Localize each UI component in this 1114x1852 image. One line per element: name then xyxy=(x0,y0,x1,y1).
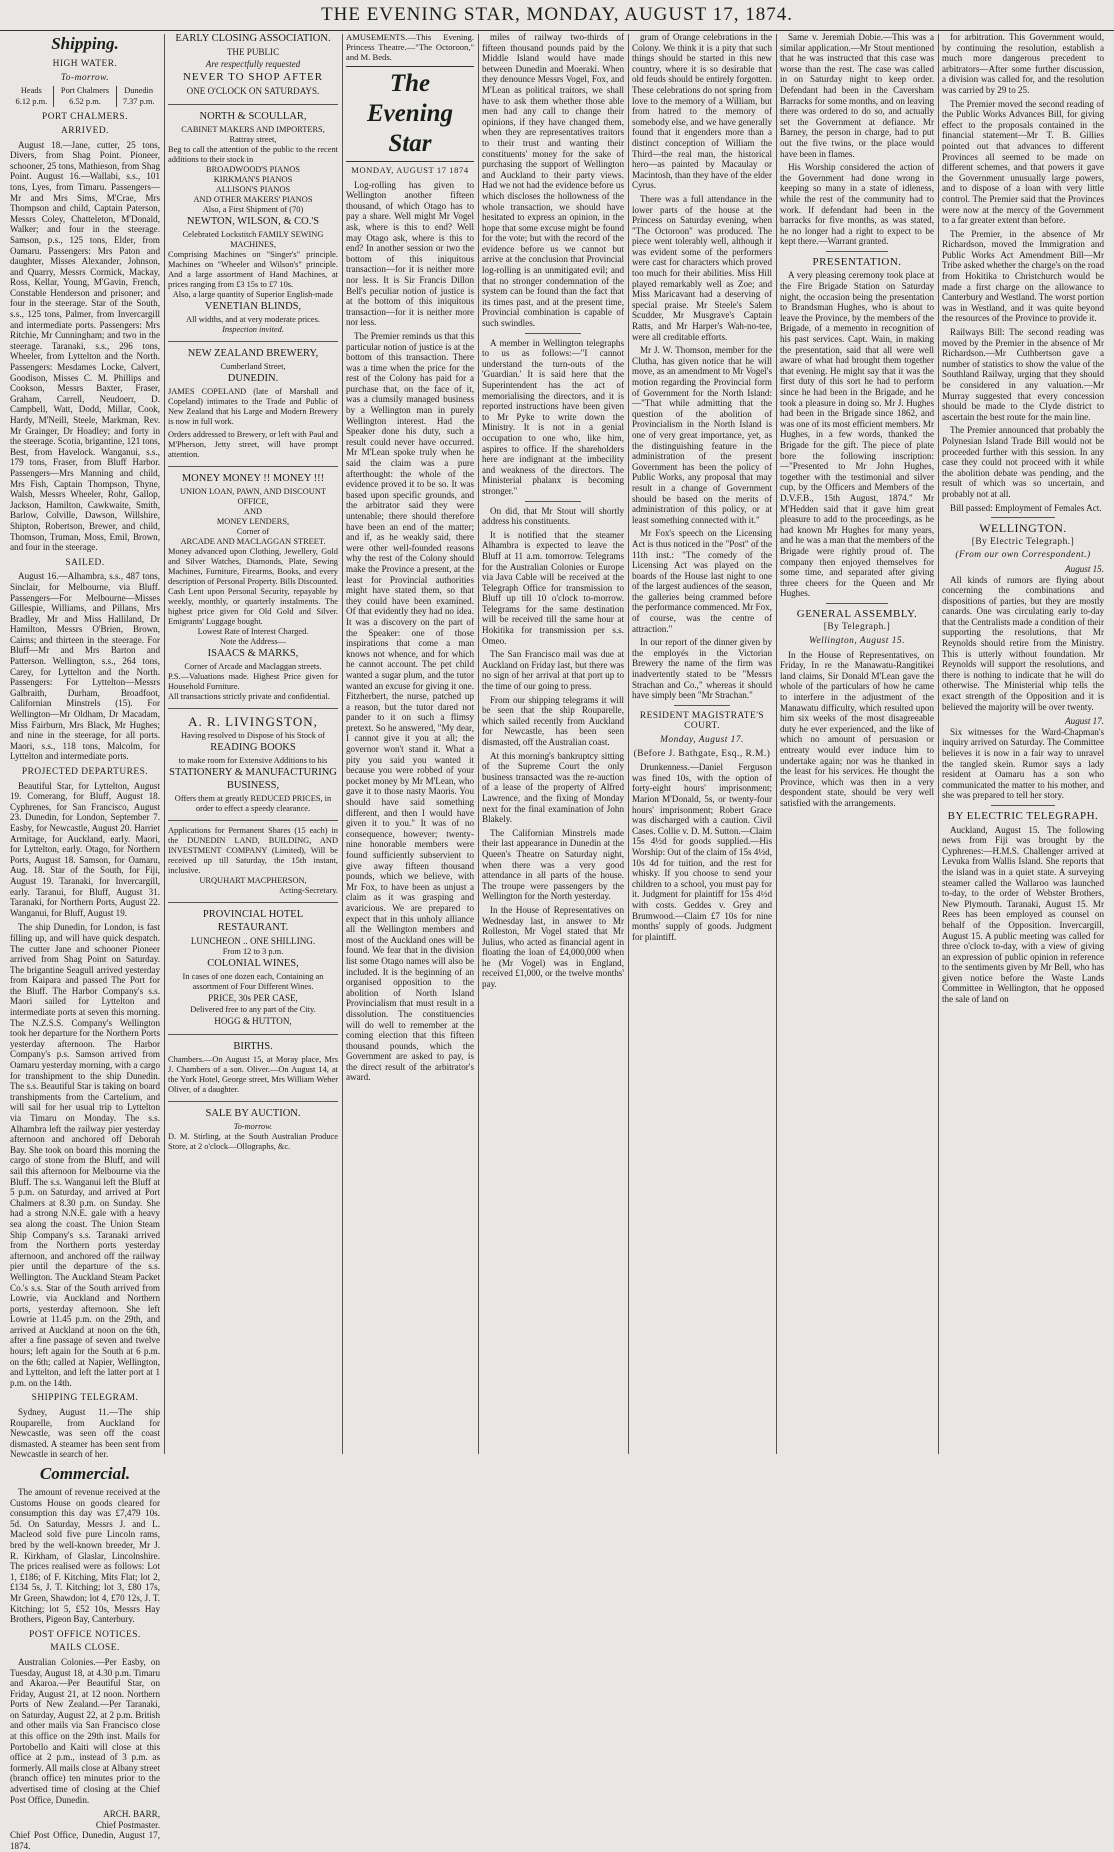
births-text: Chambers.—On August 15, at Moray place, Mrs J. Chambers of a son. Oliver.—On August 14, at the York Hotel, George street, Mrs William Weber Oliver, of a daughter. xyxy=(168,1054,338,1094)
ad-body: Applications for Permanent Shares (15 each) in the DUNEDIN LAND, BUILDING, AND INVESTMENT COMPANY (Limited), Will be received up till Saturday, the 15th instant, inclusive. xyxy=(168,825,338,875)
tide-place: Dunedin xyxy=(124,86,154,96)
ad-item: BROADWOOD'S PIANOS xyxy=(206,164,300,174)
column-editorial xyxy=(342,32,478,1457)
auction-title: SALE BY AUCTION. xyxy=(205,1107,301,1119)
ad-item: ALLISON'S PIANOS xyxy=(215,184,291,194)
news-paragraph: The San Francisco mail was due at Auckland on Friday last, but there was no sign of her arrival at that port up to the time of our going to press. xyxy=(482,649,624,692)
ad-body: Comprising Machines on "Singer's" principle. Machines on "Wheeler and Wilson's" principle. And a large assortment of Hand Machines, at prices ranging from £3 15s to £7 10s. xyxy=(168,249,338,289)
column-advertisements xyxy=(164,32,342,1457)
wellington-text: Six witnesses for the Ward-Chapman's inquiry arrived on Saturday. The Committee believes it is now in a fair way to unravel the tangled skein. Rumor says a lady resident at Oamaru has a son who communicated the matter to his mother, and she was prepared to tell her story. xyxy=(942,726,1104,801)
assembly-dateline: Wellington, August 15. xyxy=(809,636,905,647)
assembly-paragraph: Bill passed: Employment of Females Act. xyxy=(950,502,1102,513)
ad-body: Money advanced upon Clothing, Jewellery, Gold and Silver Watches, Diamonds, Plate, Sewing Machines, Furniture, Firearms, Books, and every description of Personal Property. Bills Discounted. Cash Lent upon Personal Security, repayable by weekly, monthly, or quarterly instalments. The highest price given for Old Gold and Silver. Emigrants' Luggage bought. xyxy=(168,546,338,626)
mails-close-label: MAILS CLOSE. xyxy=(50,1643,120,1654)
ad-subtitle: MONEY LENDERS, xyxy=(216,516,290,526)
ad-subtitle: Cumberland Street, xyxy=(220,361,286,371)
births-notice xyxy=(168,1034,338,1101)
tide-time: 6.12 p.m. xyxy=(10,97,53,108)
ad-heading: COLONIAL WINES, xyxy=(207,958,299,970)
ad-heading: DUNEDIN. xyxy=(227,372,279,384)
ad-body: Inspection invited. xyxy=(222,324,284,334)
news-paragraph: At this morning's bankruptcy sitting of the Supreme Court the only business transacted was the re-auction of a lease of the property of Alfred Lawrence, and the fixing of Monday next for the final examination of John Blakely. xyxy=(482,750,624,825)
news-paragraph: In the House of Representatives on Wednesday last, in answer to Mr Rolleston, Mr Vogel stated that Mr Julius, who acted as financial agent in floating the loan of £4,000,000 when he (Mr Vogel) was in England, received £1,000, or the twelve months' pay. xyxy=(482,904,624,990)
news-paragraph: There was a full attendance in the lower parts of the house at the Princess on Saturday evening, when "The Octoroon" was produced. The piece went tolerably well, although it was evident some of the performers were cast for characters which proved too much for their abilities. Miss Hill played remarkably well as Zoe; and Miss Maricavant had a deserving of special praise. Mr Steele's Salem Scudder, Mr Musgrave's Captain Ratts, and Mr Harper's Wah-no-tee, were all creditable efforts. xyxy=(632,193,772,342)
divider xyxy=(525,501,582,502)
assembly-paragraph: The Premier moved the second reading of the Public Works Advances Bill, for giving effect to the proposals contained in the financial statement—Mr T. B. Gillies pointed out that advances to different Provinces all seemed to be made on different schemes, and that powers it gave the Government unusually large powers, and to dispose of a loan with very little control. The Premier said that the Provinces were now at the mercy of the Government to a far greater extent than before. xyxy=(942,98,1104,226)
amusements-notice xyxy=(346,32,474,62)
assembly-paragraph: The Premier, in the absence of Mr Richardson, moved the Immigration and Public Works Act Amendment Bill—Mr Tribe asked whether the charge's on the road from Hokitika to Christchurch would be made a first charge on the allowance to Canterbury and Westland. The worst portion was in Westland, and it was quite beyond the resources of the Province to provide it. xyxy=(942,228,1104,324)
tide-place: Heads xyxy=(10,86,53,97)
ad-item: KIRKMAN'S PIANOS xyxy=(213,174,293,184)
paper-dateline: MONDAY, AUGUST 17 1874 xyxy=(351,165,469,175)
ad-body: In cases of one dozen each, Containing an assortment of Four Different Wines. xyxy=(182,972,324,992)
ad-heading: STATIONERY & MANUFACTURING BUSINESS, xyxy=(169,766,337,791)
ad-livingston-title: A. R. LIVINGSTON, xyxy=(188,713,318,729)
divider xyxy=(991,517,1056,518)
column-court-presentation xyxy=(776,32,938,1457)
ad-line: Are respectfully requested xyxy=(205,58,301,69)
wellington-heading: WELLINGTON. xyxy=(979,521,1067,536)
divider xyxy=(525,333,582,334)
ad-body: P.S.—Valuations made. Highest Price given for Household Furniture. xyxy=(168,671,338,691)
ad-body: Delivered free to any part of the City. xyxy=(190,1004,316,1014)
column-news xyxy=(478,32,628,1457)
news-paragraph: The Californian Minstrels made their last appearance in Dunedin at the Queen's Theatre on Saturday night, when there was a very good attendance in all parts of the house. The troupe were passengers by the Wellington for the North yesterday. xyxy=(482,827,624,902)
ad-body: Orders addressed to Brewery, or left with Paul and M'Pherson, Jetty street, will have prompt attention. xyxy=(168,429,338,459)
ad-body: Lowest Rate of Interest Charged. xyxy=(197,626,309,636)
shipping-telegram-text: Sydney, August 11.—The ship Rouparelle, from Auckland for Newcastle, was seen off the coast dismasted. A steamer has been sent from Newcastle in search of her. xyxy=(10,1407,160,1460)
ad-money-title: MONEY MONEY !! MONEY !!! xyxy=(181,472,325,484)
assembly-subheading: [By Telegraph.] xyxy=(823,622,891,633)
wellington-date: August 17. xyxy=(1065,716,1104,727)
wellington-note: (From our own Correspondent.) xyxy=(955,550,1091,561)
ad-body: Corner of Arcade and Maclaggan streets. xyxy=(184,661,322,671)
wellington-text: All kinds of rumors are flying about concerning the combinations and dispositions of parties, but they are mostly canards. One was circulating early to-day that the Centralists made a condition of their supporting the resolutions, that Mr Reynolds should retire from the Ministry. This is utterly without foundation. Mr Reynolds will support the resolutions, and there is nothing to indicate that he will do otherwise. The Ministerial whip tells the exact strength of the Opposition and it is believed the majority will be over twenty. xyxy=(942,574,1104,712)
paper-title: The Evening Star xyxy=(346,66,474,162)
ad-hotel xyxy=(168,902,338,1034)
ad-body: Having resolved to Dispose of his Stock of xyxy=(181,730,325,740)
ad-line: THE PUBLIC xyxy=(226,47,280,57)
tide-place: Port Chalmers xyxy=(53,86,117,97)
ad-signature: URQUHART MACPHERSON, xyxy=(199,875,307,885)
divider xyxy=(674,705,730,706)
post-office-heading: POST OFFICE NOTICES. xyxy=(29,1629,141,1640)
ad-subtitle: CABINET MAKERS AND IMPORTERS, Rattray street, xyxy=(181,124,325,144)
news-paragraph: On did, that Mr Stout will shortly address his constituents. xyxy=(482,505,624,527)
resident-court-heading: RESIDENT MAGISTRATE'S COURT. xyxy=(639,710,765,732)
arrived-label: ARRIVED. xyxy=(60,125,109,136)
ad-body: JAMES COPELAND (late of Marshall and Copeland) intimates to the Trade and Public of New Zealand that his Large and Modern Brewery is now in full work. xyxy=(168,386,338,426)
high-water-heading: HIGH WATER. xyxy=(52,59,118,69)
resident-court-date: Monday, August 17. xyxy=(660,735,744,745)
presentation-heading: PRESENTATION. xyxy=(812,255,902,268)
resident-court-text: Drunkenness.—Daniel Ferguson was fined 10s, with the option of forty-eight hours' imprisonment; Marion M'Donald, 5s, or twenty-four hours' imprisonment; Robert Grace was discharged with a caution. Civil Cases. Collie v. D. M. Sutton.—Claim 15s 4½d for goods supplied.—His Worship: Out of the claim of 15s 4½d, 10s 4d for tuition, and the rest for whisky. If you choose to send your children to a school, you must pay for it. Judgment for plaintiff for 15s 4½d with costs. Geddes v. Grey and Brumwood.—Claim £7 10s for nine months' supply of goods. Judgment for plaintiff. xyxy=(632,762,772,942)
projected-label: PROJECTED DEPARTURES. xyxy=(21,767,149,777)
assembly-paragraph: Railways Bill: The second reading was moved by the Premier in the absence of Mr Richardson.—Mr Cuthbertson gave a number of statistics to show the value of the Southland Railway, urging that they should be considered in any valuation.—Mr Murray suggested that every concession should be made to the Clyde district to ascertain the best route for the main line. xyxy=(942,327,1104,422)
ad-signature: HOGG & HUTTON, xyxy=(214,1015,292,1026)
ad-line: ONE O'CLOCK ON SATURDAYS. xyxy=(186,86,320,97)
ad-subtitle: UNION LOAN, PAWN, AND DISCOUNT OFFICE, xyxy=(179,486,327,506)
high-water-subheading: To-morrow. xyxy=(60,72,110,83)
news-paragraph: It is notified that the steamer Alhambra is expected to leave the Bluff at 11 a.m. tomorrow. Telegrams for the Australian Colonies or Europe via Java Cable will be received at the Telegraph Office for transmission to Bluff up till 10 o'clock to-morrow. Telegrams for the same destination will be received till the same hour at Hokitika for transmission per s.s. Omeo. xyxy=(482,529,624,646)
assembly-heading: GENERAL ASSEMBLY. xyxy=(796,607,918,620)
sailed-text: August 16.—Alhambra, s.s., 487 tons, Sinclair, for Melbourne, via Bluff. Passengers—For Melbourne—Misses Gillespie, Williams, and Pillans, Mrs Bradley, Mr and Miss Halliland, Dr Hamilton, Messrs O'Brien, Brown, Cairns; and thirteen in the steerage. For Bluff—Mr and Mrs Barton and Patterson. Wellington, s.s., 264 tons, Carey, for Lyttelton and the North. Passengers: For Lyttelton—Messrs Galbraith, Durham, Broadfoot, Californian Minstrels (15). For Wellington—Mr Oldham, Dr Macadam, Miss Fairburn, Mrs Black, Mr Hughes; and nine in the steerage, for all ports. Maori, s.s., 118 tons, Malcolm, for Lyttelton and intermediate ports. xyxy=(10,571,160,762)
editorial-paragraph: Log-rolling has given to Wellington another fifteen thousand, of which Otago has to pay a share. Well might Mr Vogel ask, where is this to end? Well may Otago ask, where is this to end? In another session or two the bottom of this iniquitous transaction—for it is neither more nor less. It is Sir Francis Dillon Bell's peculiar notion of justice is at the bottom of this iniquitous transaction—for it is neither more nor less. xyxy=(346,179,474,328)
ad-heading: VENETIAN BLINDS, xyxy=(204,300,302,312)
news-paragraph: From our shipping telegrams it will be seen that the ship Rouparelle, which sailed recently from Auckland for Newcastle, has been seen dismasted, off the Australian coast. xyxy=(482,694,624,747)
ad-body: All transactions strictly private and confidential. xyxy=(168,691,330,701)
ad-body: PRICE, 30s PER CASE, xyxy=(208,993,298,1004)
wellington-subheading: [By Electric Telegraph.] xyxy=(971,536,1075,547)
ad-body: Offers them at greatly REDUCED PRICES, in order to effect a speedy clearance. xyxy=(174,793,332,813)
resident-court-bench: (Before J. Bathgate, Esq., R.M.) xyxy=(633,748,771,759)
ad-signature-role: Acting-Secretary. xyxy=(279,885,338,895)
assembly-paragraph: for arbitration. This Government would, by continuing the resolution, establish a much more dangerous precedent to arbitrators—After some further discussion, a division was called for, and the resolution was carried by 29 to 25. xyxy=(942,32,1104,95)
post-office-date: Chief Post Office, Dunedin, August 17, 1874. xyxy=(10,1830,160,1851)
auction-sub: To-morrow. xyxy=(233,1121,273,1131)
column-shipping xyxy=(6,32,164,1851)
ad-body: LUNCHEON .. ONE SHILLING. xyxy=(190,935,316,946)
news-paragraph: gram of Orange celebrations in the Colony. We think it is a pity that such things should be started in this new country, where it is so desirable that old feuds should be entirely forgotten. These celebrations do not spring from love to the memory of a William, but from hatred to the memory of somebody else, and we have generally found that it engenders more than a distinct conception of William the Third—the real man, the historical hero—as painted by Macaulay or Macintosh, than they have of the elder Cyrus. xyxy=(632,32,772,191)
ad-body: Note the Address— xyxy=(219,636,287,646)
ad-heading: ISAACS & MARKS, xyxy=(207,647,299,659)
ad-subtitle: Corner of xyxy=(236,526,270,536)
port-heading: PORT CHALMERS. xyxy=(42,112,128,123)
ad-subtitle: ARCADE AND MACLAGGAN STREET. xyxy=(180,536,326,546)
projected-text: Beautiful Star, for Lyttelton, August 19. Comerang, for Bluff, August 18. Cyphrenes, for San Francisco, August 23. Dunedin, for London, September 7. Easby, for Newcastle, August 20. Harriet Armitage, for Auckland, early. Maori, for Lyttelton, early. Otago, for Northern Ports, August 18. Samson, for Oamaru, Aug. 18. Star of the South, for Fiji, August 19. Taranaki, for Invercargill, early. Taranui, for Bluff, August 31. Taranaki, for Northern Ports, August 22. Wanganui, for Bluff, August 19. xyxy=(10,780,160,918)
ad-early-closing-title: EARLY CLOSING ASSOCIATION. xyxy=(175,33,331,44)
postmaster-name: ARCH. BARR, xyxy=(103,1809,160,1820)
ad-investment xyxy=(168,820,338,902)
tide-time: 7.37 p.m. xyxy=(122,96,155,106)
ad-hotel-title: PROVINCIAL HOTEL RESTAURANT. xyxy=(202,908,304,933)
ad-body: to make room for Extensive Additions to his xyxy=(178,755,328,765)
news-paragraph: Mr Fox's speech on the Licensing Act is thus noticed in the "Post" of the 11th inst.: "The comedy of the Licensing Act was played on the boards of the House last night to one of the largest audiences of the season, the galleries being crammed before the performance commenced. Mr Fox, of course, was the centre of attraction." xyxy=(632,528,772,634)
wellington-date: August 15. xyxy=(1065,563,1104,574)
assembly-text: In the House of Representatives, on Friday, In re the Manawatu-Rangitikei land claims, Sir Donald M'Lean gave the whole of the particulars of how he came to interfere in the adjustment of the Manawatu difficulty, which resulted upon him six weeks of the most disagreeable duty he ever experienced, and the like of which no amount of persuasion or entreaty would ever induce him to undertake again; nor was he thanked in the least for his services. He thought the Province, which was then in a very despondent state, should be very well satisfied with the arrangements. xyxy=(780,649,934,808)
ad-north-scoullar-title: NORTH & SCOULLAR, xyxy=(199,110,307,122)
ad-subtitle: AND xyxy=(243,506,263,516)
ad-early-closing xyxy=(168,32,338,104)
news-paragraph: Mr J. W. Thomson, member for the Clutha, has given notice that he will move, as an amendment to Mr Vogel's motion regarding the Provincial form of Government for the North Island:—"That while admitting that the question of the abolition of Provincialism in the North Island is one of very great importance, yet, as the distinguishing feature in the administration of the present Government has been the policy of Public Works, any proposal that may result in a change of Government should be based on the merits of administration of this policy, or at least something connected with it." xyxy=(632,345,772,525)
ad-heading: NEWTON, WILSON, & CO.'S xyxy=(186,215,320,227)
ad-brewery-title: NEW ZEALAND BREWERY, xyxy=(187,347,319,359)
ad-subtitle: Celebrated Lockstitch FAMILY SEWING MACHINES, xyxy=(182,229,324,249)
tide-time: 6.52 p.m. xyxy=(53,97,117,108)
column-news-continued xyxy=(628,32,776,1457)
arrived-text: August 18.—Jane, cutter, 25 tons, Divers, from Shag Point. Pioneer, schooner, 25 tons, Mathieson, from Shag Point. August 16.—Wallabi, s.s., 101 tons, Lyes, from Timaru. Passengers—Mr and Mrs Sims, M'Crae, Mrs Thompson and child, Captain Paterson, Messrs Coley, Chatteleton, M'Donald, Walker; and four in the steerage. Samson, p.s., 125 tons, Elder, from Oamaru. Passengers: Mrs Paton and daughter, Misses Alexander, Johnson, and Quarry, Messrs Cormick, Mackay, Ross, Kellar, Young, M'Gavin, French, Constable Henderson and prisoner; and four in the steerage. Star of the South, s.s., 125 tons, Palmer, from Invercargill and intermediate ports. Passengers: Mrs Ritchie, Mr Cunningham; and two in the steerage. Taranaki, s.s., 296 tons, Wheeler, from Lyttelton and the North. Passengers: Mesdames Locke, Calvert, Goodison, Misses C. M. Phillips and Cookson, Messrs Baxter, Fraser, Graham, Carrell, Neudoerr, D. Campbell, Watt, Dodd, Millar, Cook, Hardy, M'Neill, Steele, Markman, Rev. Mr Grainger, Dr Hoadley; and forty in the steerage. Scotia, brigantine, 121 tons, Best, from Havelock. Wanganui, s.s., 179 tons, Fraser, from Bluff Harbor. Passengers—Mrs Manning and child, Mrs Fish, Captain Thompson, Thyne, Walsh, Messrs Wheeler, Rohr, Gallop, Jackson, Hamilton, Cawkwaite, Smith, Barlow, Colville, Dawson, Willshire, Shipton, Robertson, Brewer, and child, Thomson, Truman, Moss, Emil, Brown, and four in the steerage. xyxy=(10,139,160,553)
telegraph-heading: BY ELECTRIC TELEGRAPH. xyxy=(947,809,1099,822)
ad-body: Also, a First Shipment of (70) xyxy=(202,204,304,214)
divider xyxy=(826,603,888,604)
divider xyxy=(991,805,1056,806)
news-paragraph: In our report of the dinner given by the employés in the Victorian Brewery the name of the firm was inadvertently stated to be "Messrs Strachan and Co.," whereas it should have simply been "Mr Strachan." xyxy=(632,637,772,701)
tide-table xyxy=(10,86,160,107)
editorial-paragraph: The Premier reminds us that this particular notion of justice is at the bottom of this transaction. There was a time when the price for the rest of the Colony has paid for a purchase that, on the face of it, was a clumsily managed business by a Wellington man in purely Wellington interest. Had the Speaker done his duty, such a result could never have occurred. Mr M'Lean spoke truly when he said the claim was a pure afterthought: the whole of the evidence proved it to be so. It was based upon specific grounds, and the arbitrator said they were untenable; there should therefore have been an end of the matter; and if, as he weakly said, there were other well-founded reasons why the rest of the Colony should make the Province a present, at the least for Provincial authorities might have stated them, so that they could have been examined. Of that evidently they had no idea. It was a discovery on the part of the Speaker: one of those inspirations that come a man knows not whence, and for which he cannot account. The pet child wanted a sugar plum, and the tutor wanted an excuse for giving it one. Fitzherbert, the nurse, patched up a reason, but the tutor dared not pander to it on such a flimsy pretext. So he answered, "My dear, I cannot give it you at all; the governor won't stand it. What a pity you said you wanted it because you were robbed of your pocket money by Mr M'Lean, who gave it to those nasty Maoris. You should have said something different, and then I would have given it to you." It was of no consequence, however; twenty-nine honorable members were found sufficiently subservient to give away fifteen thousand pounds, which we believe, with Mr Fox, to have been as unjust a claim as it was grasping and avaricious. We are prepared to expect that in this unholy alliance all the Wellington members and most of the Auckland ones will be found. We fear that in the division list some Otago names will also be included. It is the beginning of an organised opposition to the abolition of North Island Provincialism that must result in a dissolution. The constituencies will do well to remember at the coming election that this fifteen thousand pounds, which the Government are asked to pay, is the direct result of the arbitrator's award. xyxy=(346,330,474,1083)
ad-body: Beg to call the attention of the public to the recent additions to their stock in xyxy=(168,144,338,164)
ad-heading: READING BOOKS xyxy=(210,741,296,753)
divider xyxy=(826,251,888,252)
ad-north-scoullar xyxy=(168,104,338,341)
amusements-label: AMUSEMENTS.—This Evening. xyxy=(346,32,474,42)
ad-item: AND OTHER MAKERS' PIANOS xyxy=(193,194,313,204)
news-paragraph: miles of railway two-thirds of fifteen thousand pounds paid by the Middle Island would have made between Dunedin and Moeraki. When they denounce Messrs Vogel, Fox, and M'Lean as political traitors, we shall have to ask them whether those able men had any call to change their opinions, if they have changed them, when they are representatives traitors to their trust and wanting their constituents' money for the sake of purchasing the support of Wellington and Auckland to their party views. Had we not had the evidence before us which discloses the hollowness of the whole transaction, we should have hesitated to express an opinion, in the hope that some excuse might be found for the vote; but with the record of the evidence before us we cannot but arrive at the conclusion that Provincial log-rolling is an unmitigated evil; and that no stronger condemnation of the system can be found than the fact that its times past, and at the present time, Provincial combination is capable of such swindles. xyxy=(482,32,624,329)
court-paragraph: His Worship considered the action of the Government had done wrong in keeping so many in a state of idleness, while the rest of the community had to work. If defendant had been in the barracks for five months, as was stated, he no longer had a right to expect to be kept there.—Warrant granted. xyxy=(780,162,934,247)
sailed-label: SAILED. xyxy=(65,557,105,568)
ad-livingston xyxy=(168,708,338,820)
news-paragraph: A member in Wellington telegraphs to us as follows:—"I cannot understand the turn-outs of the 'Guardian.' It is said here that the Superintendent has the act of memorialising the directors, and it is reported instructions have been given to Mr Pyke to write down the Ministry. It is not in a genial occupation to one who, like him, aspires to office. If the shareholders here are indignant at the imbecility and weakness of the directors. The Ministerial phalanx is becoming stronger." xyxy=(482,337,624,496)
shipping-telegram-heading: SHIPPING TELEGRAM. xyxy=(31,1393,139,1404)
auction-text: D. M. Stirling, at the South Australian Produce Store, at 2 o'clock—Ollographs, &c. xyxy=(168,1131,338,1151)
postmaster-title: Chief Postmaster. xyxy=(95,1819,160,1830)
amusements-text: Princess Theatre.—"The Octoroon," and M. Beds. xyxy=(346,42,474,62)
ad-body: From 12 to 3 p.m. xyxy=(222,947,284,957)
commercial-heading: Commercial. xyxy=(39,1464,131,1483)
masthead-title: THE EVENING STAR, MONDAY, AUGUST 17, 1874. xyxy=(0,4,1114,31)
court-paragraph: Same v. Jeremiah Dobie.—This was a similar application.—Mr Stout mentioned that he was instructed that this case was worse than the rest. The case was called in on Saturday night to keep order. Defendant had been in the Caversham Barracks for some months, and on leaving there was ordered to do so, and actually set the Government at defiance. Mr Barney, the person in charge, had to put out the five twins, or the place would have been in flames. xyxy=(780,32,934,159)
telegraph-text: Auckland, August 15. The following news from Fiji was brought by the Cyphrenes:—H.M.S. Challenger arrived at Levuka from Wallis Island. She reports that the island was in a quiet state. A surveying steamer called the Wallaroo was launched to-day, to the order of Webster Brothers, New Plymouth. Taranaki, August 15. Mr Rees has been employed as counsel on behalf of the Opposition. Invercargill, August 15. A public meeting was called for three o'clock to-day, with a view of giving an expression of public opinion in reference to the sentiments given by Mr Bell, who has given notice before the Waste Lands Committee in Wellington, that he opposed the sale of land on xyxy=(942,824,1104,1005)
assembly-paragraph: The Premier announced that probably the Polynesian Island Trade Bill would not be proceeded further with this session. In any case they could not proceed with it while the abolition debate was pending, and the result of which was so uncertain, and probably not at all. xyxy=(942,425,1104,499)
shipping-news: The ship Dunedin, for London, is fast filling up, and will have quick despatch. The cutter Jane and schooner Pioneer arrived from Shag Point on Saturday. The brigantine Seagull arrived yesterday from Kaipara and passed The Port for the Bluff. The Harbor Company's s.s. Maori sailed for Lyttelton and intermediate ports at seven this morning. The N.Z.S.S. Company's Wellington took her departure for the Northern Ports yesterday afternoon. The Harbor Company's p.s. Samson arrived from Oamaru yesterday morning, with a cargo for transhipment to the ship Dunedin. The s.s. Beautiful Star is taking on board transhipments from the Cartelium, and will sail for her usual trip to Lyttelton via Timaru on Monday. The s.s. Alhambra left the railway pier yesterday afternoon and anchored off Deborah Bay. She took on board this morning the cargo of stone from the Bluff, and will sail this afternoon for Melbourne via the Bluff. The s.s. Wanganui left the Bluff at 5 p.m. on Saturday, and arrived at Port Chalmers at 8.30 p.m. on Sunday. She had a strong N.N.E. gale with a heavy sea along the coast. The Union Steam Ship Company's s.s. Taranaki arrived from the Northern ports yesterday afternoon, and anchored off the railway pier until the departure of the s.s. Wellington. The Auckland Steam Packet Co.'s s.s. Star of the South arrived from Lowrie, via Auckland and Northern ports, yesterday afternoon. She left Lowrie at 11.45 p.m. on the 29th, and arrived at Auckland at noon on the 6th, after a fine passage of seven and twelve hours; left again for the South at 6 p.m. on the 6th; called at Napier, Wellington, and Lyttelton, and left the latter port at 1 p.m. on the 14th. xyxy=(10,922,160,1388)
mails-text: Australian Colonies.—Per Easby, on Tuesday, August 18, at 4.30 p.m. Timaru and Akaroa.—Per Beautiful Star, on Friday, August 21, at 12 noon. Northern Ports of New Zealand.—Per Taranaki, on Saturday, August 22, at 2 p.m. British and other mails via San Francisco close at this office on the 29th inst. Mails for Portobello and Kaiti will close at this office at 2 p.m., instead of 3 p.m. as formerly. All mails close at Albany street (branch office) ten minutes prior to the advertised time of closing at the Chief Post Office, Dunedin. xyxy=(10,1656,160,1805)
auction-notice xyxy=(168,1101,338,1158)
ad-money xyxy=(168,466,338,708)
shipping-heading: Shipping. xyxy=(51,34,119,53)
ad-body: Also, a large quantity of Superior English-made xyxy=(172,289,334,299)
ad-brewery xyxy=(168,341,338,466)
presentation-text: A very pleasing ceremony took place at the Fire Brigade Station on Saturday night, the occasion being the presentation to Brandsman Hughes, who is about to leave the Province, by the members of the Brigade, of a memento in recognition of his past services. Capt. Wain, in making the presentation, said that all were well aware of what had brought them together that evening. He might say that it was the first duty of this sort he had to perform since he had been in the Brigade, and he took a pleasure in doing so. Mr J. Hughes had been in the Brigade since 1862, and was one of its most efficient members. Mr Hughes, in a few words, thanked the Brigade for the gift. The piece of plate bore the following inscription:—"Presented to Mr John Hughes, together with the testimonial and silver cup, by the Officers and Members of the D.V.F.B., 15th August, 1874." Mr M'Hedden said that it gave him great pleasure to add to the proceedings, as he had known Mr Hughes for many years, and he was a man that the members of the Brigade were rightly proud of. The company then enjoyed themselves for some time, and separated after giving three cheers for the Queen and Mr Hughes. xyxy=(780,270,934,599)
commercial-text: The amount of revenue received at the Customs House on goods cleared for consumption this day was £7,479 10s. 5d. On Saturday, Messrs J. and L. Macleod sold five pure Lincoln rams, bred by the well-known breeder, Mr J. R. Kirkham, of Glaslar, Lincolnshire. The prices realised were as follows: Lot 1, £186; of F. Kitching, Mits Flat; lot 2, £134 5s, J. T. Kitching; lot 3, £80 17s, Mr Green, Shawdon; lot 4, £70 12s, J. T. Kitching; lot 5, £52 10s, Messrs Hay Brothers, Pigeon Bay, Canterbury. xyxy=(10,1487,160,1625)
column-telegrams xyxy=(938,32,1108,1457)
ad-body: All widths, and at very moderate prices. xyxy=(186,314,320,324)
births-title: BIRTHS. xyxy=(233,1040,273,1052)
ad-line: NEVER TO SHOP AFTER xyxy=(182,71,324,84)
